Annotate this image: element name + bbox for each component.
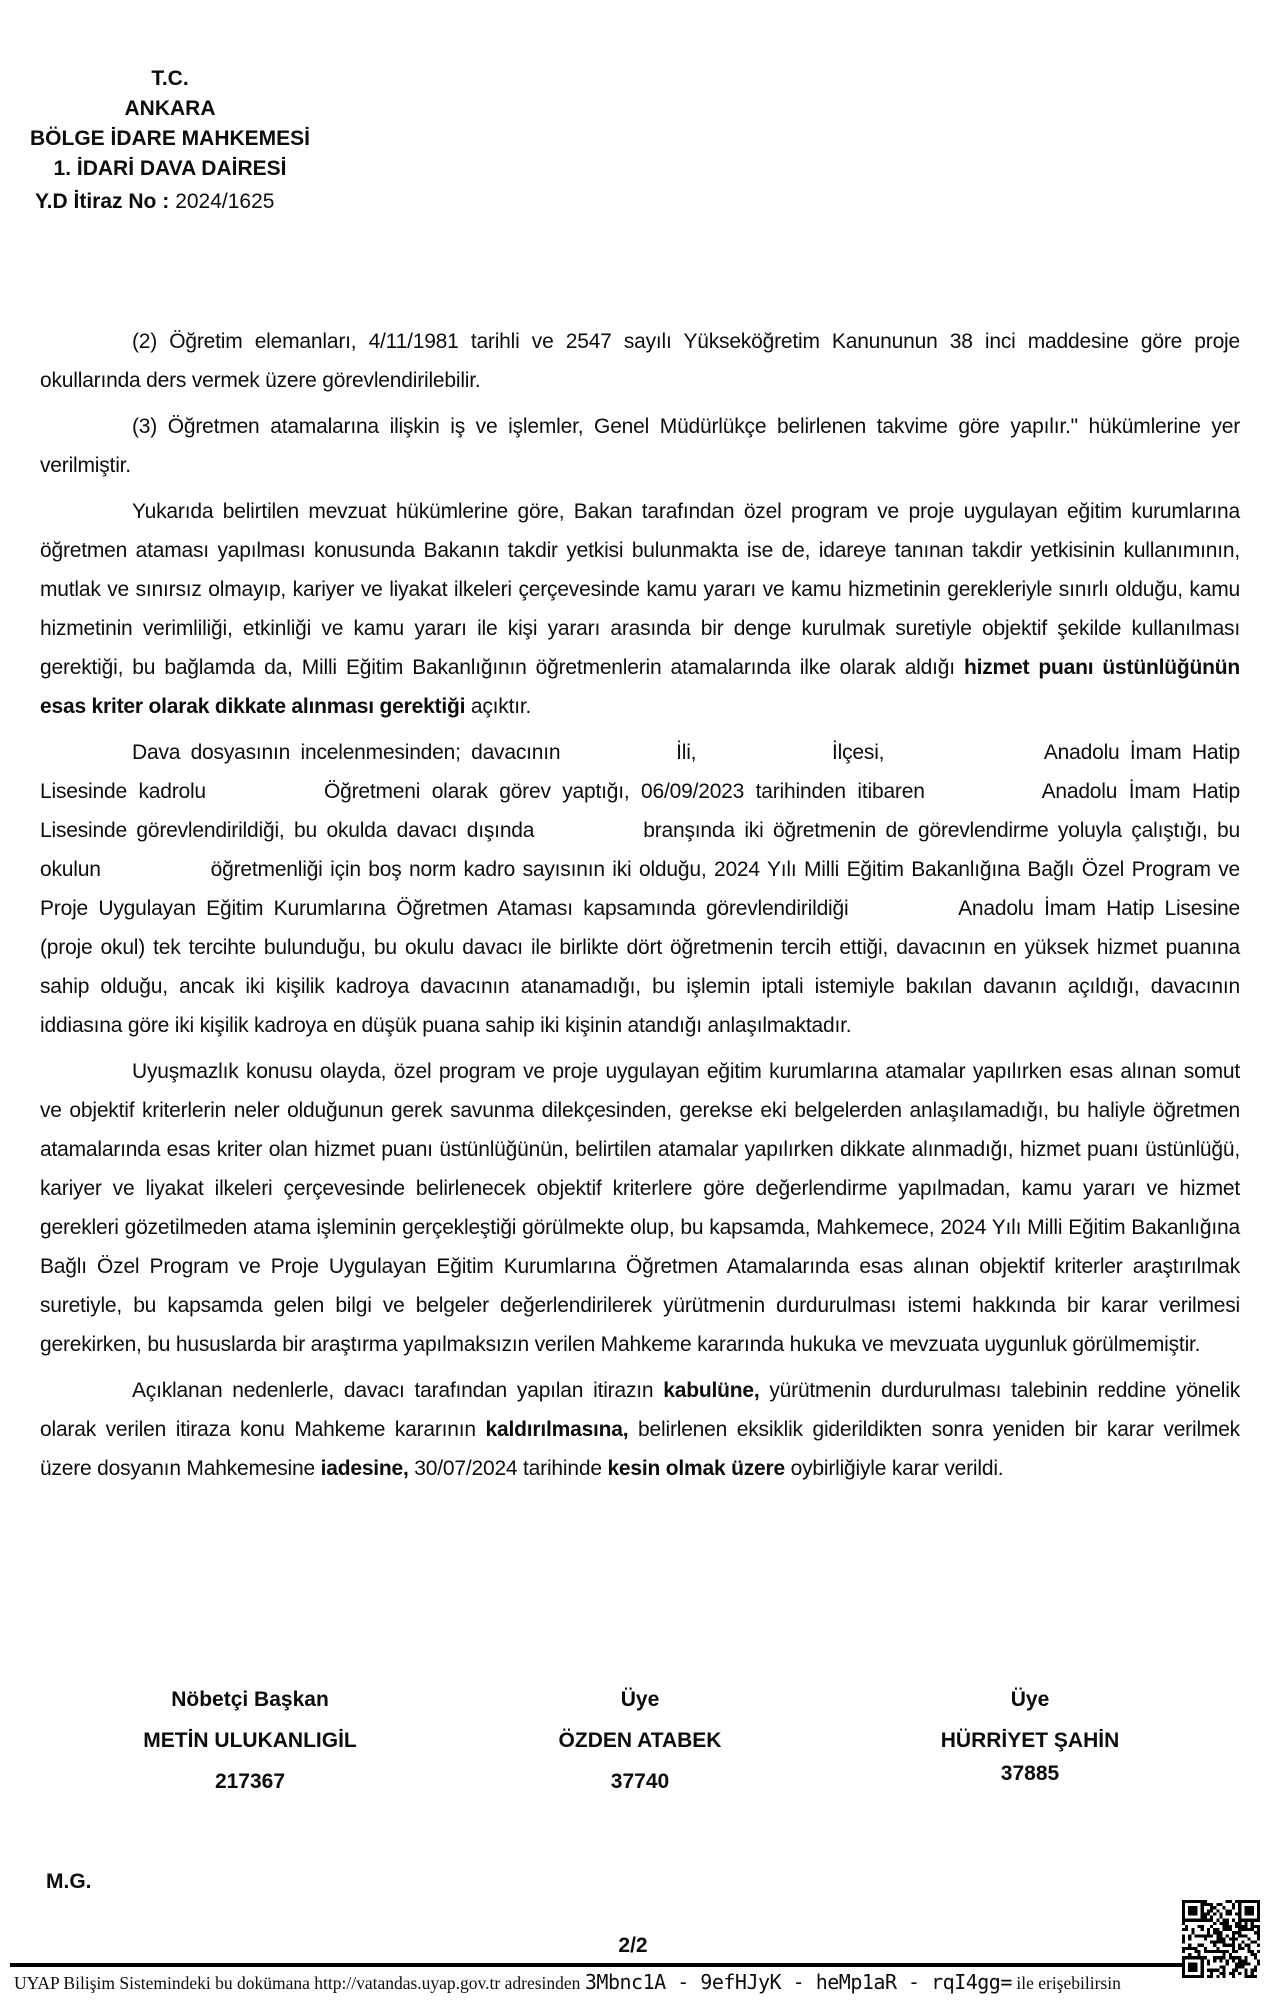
clerk-initials: M.G.	[46, 1870, 92, 1893]
signature-name: ÖZDEN ATABEK	[558, 1729, 722, 1752]
signature-name: HÜRRİYET ŞAHİN	[940, 1729, 1120, 1752]
signature-registry-number: 37740	[610, 1770, 670, 1793]
body-paragraph: Açıklanan nedenlerle, davacı tarafından yapılan itirazın kabulüne, yürütmenin durdurulması talebinin reddine yönelik olarak verilen itiraza konu Mahkeme kararının kaldırılmasına, belirlenen eksiklik giderildikten sonra yeniden bir karar verilmek üzere dosyanın Mahkemesine iadesine, 30/07/2024 tarihinde kesin olmak üzere oybirliğiyle karar verildi.	[40, 1379, 1240, 1480]
signature-member-judge	[445, 1688, 835, 1794]
uyap-access-code: 3Mbnc1A - 9efHJyK - heMp1aR - rqI4gg=	[584, 1970, 1012, 1994]
page-number: 2/2	[618, 1934, 648, 1957]
signature-title: Nöbetçi Başkan	[171, 1688, 329, 1711]
case-number-value: 2024/1625	[175, 190, 275, 213]
signature-registry-number: 217367	[214, 1770, 286, 1793]
court-header-line: ANKARA	[124, 97, 216, 120]
body-paragraph: Dava dosyasının incelenmesinden; davacının İli, İlçesi, Anadolu İmam Hatip Lisesinde kadrolu Öğretmeni olarak görev yaptığı, 06/09/2023 tarihinden itibaren Anadolu İmam Hatip Lisesinde görevlendirildiği, bu okulda davacı dışında branşında iki öğretmenin de görevlendirme yoluyla çalıştığı, bu okulun öğretmenliği için boş norm kadro sayısının iki olduğu, 2024 Yılı Milli Eğitim Bakanlığına Bağlı Özel Program ve Proje Uygulayan Eğitim Kurumlarına Öğretmen Ataması kapsamında görevlendirildiği Anadolu İmam Hatip Lisesine (proje okul) tek tercihte bulunduğu, bu okulu davacı ile birlikte dört öğretmenin tercih ettiği, davacının en yüksek hizmet puanına sahip olduğu, ancak iki kişilik kadroya davacının atanamadığı, bu işlemin iptali istemiyle bakılan davanın açıldığı, davacının iddiasına göre iki kişilik kadroya en düşük puana sahip iki kişinin atandığı anlaşılmaktadır.	[40, 741, 1241, 1037]
signature-title: Üye	[1010, 1688, 1050, 1711]
redacted-gap	[859, 914, 949, 915]
signature-name: METİN ULUKANLIGİL	[143, 1729, 357, 1752]
redacted-gap	[571, 758, 666, 759]
redacted-gap	[895, 758, 1035, 759]
body-paragraph: Yukarıda belirtilen mevzuat hükümlerine göre, Bakan tarafından özel program ve proje uygulayan eğitim kurumlarına öğretmen ataması yapılması konusunda Bakanın takdir yetkisi bulunmakta ise de, idareye tanınan takdir yetkisinin kullanımının, mutlak ve sınırsız olmayıp, kariyer ve liyakat ilkeleri çerçevesinde kamu yararı ve kamu hizmetinin gerekleriyle sınırlı olduğu, kamu hizmetinin verimliliği, etkinliği ve kamu yararı ile kişi yararı arasında bir denge kurulmak suretiyle objektif şekilde kullanılması gerektiği, bu bağlamda da, Milli Eğitim Bakanlığının öğretmenlerin atamalarında ilke olarak aldığı hizmet puanı üstünlüğünün esas kriter olarak dikkate alınması gerektiği açıktır.	[40, 500, 1240, 718]
case-number	[35, 190, 274, 214]
qr-code	[1182, 1900, 1260, 1978]
signature-registry-number: 37885	[1000, 1762, 1060, 1785]
redacted-gap	[217, 797, 312, 798]
body-paragraph: Uyuşmazlık konusu olayda, özel program ve proje uygulayan eğitim kurumlarına atamalar yapılırken esas alınan somut ve objektif kriterlerin neler olduğunun gerek savunma dilekçesinden, gerekse eki belgelerden anlaşılamadığı, bu haliyle öğretmen atamalarında esas kriter olan hizmet puanı üstünlüğünün, belirtilen atamalar yapılırken dikkate alınmadığı, hizmet puanı üstünlüğü, kariyer ve liyakat ilkeleri çerçevesinde belirlenecek objektif kriterlere göre değerlendirme yapılmadan, kamu yararı ve hizmet gerekleri gözetilmeden atama işleminin gerçekleştiği görülmekte olup, bu kapsamda, Mahkemece, 2024 Yılı Milli Eğitim Bakanlığına Bağlı Özel Program ve Proje Uygulayan Eğitim Kurumlarına Öğretmen Atamalarında esas alınan objektif kriterler araştırılmak suretiyle, bu kapsamda gelen bilgi ve belgeler değerlendirilerek yürütmenin durdurulması istemi hakkında bir karar verilmesi gerekirken, bu hususlarda bir araştırma yapılmaksızın verilen Mahkeme kararında hukuka ve mevzuata uygunluk görülmemiştir.	[40, 1060, 1240, 1356]
signature-member-judge	[835, 1688, 1225, 1794]
decision-body	[40, 322, 1240, 1495]
redacted-gap	[544, 836, 634, 837]
uyap-access-footer	[14, 1970, 1194, 1994]
court-header-line: BÖLGE İDARE MAHKEMESİ	[30, 127, 311, 150]
case-number-label: Y.D İtiraz No :	[35, 190, 170, 213]
body-paragraph: (3) Öğretmen atamalarına ilişkin iş ve işlemler, Genel Müdürlükçe belirlenen takvime göre yapılır." hükümlerine yer verilmiştir.	[40, 415, 1240, 477]
court-header	[30, 64, 310, 184]
court-header-line: 1. İDARİ DAVA DAİRESİ	[53, 157, 287, 180]
signature-presiding-judge	[55, 1688, 445, 1794]
redacted-gap	[108, 875, 203, 876]
footer-prefix-text: UYAP Bilişim Sistemindeki bu dokümana http://vatandas.uyap.gov.tr adresinden	[14, 1973, 581, 1993]
signature-title: Üye	[620, 1688, 660, 1711]
body-paragraph: (2) Öğretim elemanları, 4/11/1981 tarihli ve 2547 sayılı Yükseköğretim Kanununun 38 inci maddesine göre proje okullarında ders vermek üzere görevlendirilebilir.	[40, 330, 1240, 392]
redacted-gap	[936, 797, 1031, 798]
signature-block	[55, 1688, 1225, 1794]
footer-suffix-text: ile erişebilirsin	[1016, 1973, 1121, 1993]
redacted-gap	[707, 758, 822, 759]
footer-divider	[10, 1963, 1185, 1967]
court-header-line: T.C.	[151, 67, 189, 90]
